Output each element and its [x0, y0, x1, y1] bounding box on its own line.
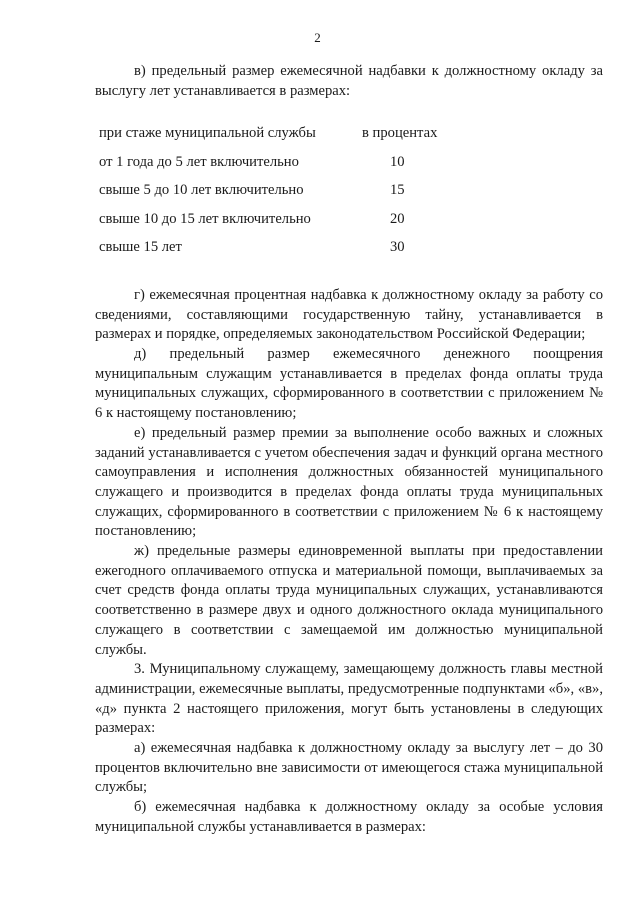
table-cell-period: свыше 10 до 15 лет включительно	[99, 210, 311, 227]
paragraph-3: 3. Муниципальному служащему, замещающему должность главы местной администрации, ежемесячные выплаты, предусмотренные подпунктами «б», «в», «д» пункта 2 настоящего приложения, могут быть установлены в следующих размерах:	[95, 661, 603, 737]
table-cell-period: свыше 5 до 10 лет включительно	[99, 182, 304, 199]
table-row	[99, 181, 603, 210]
table-cell-period: от 1 года до 5 лет включительно	[99, 153, 299, 170]
table-header-percent: в процентах	[362, 125, 438, 142]
paragraph-g: г) ежемесячная процентная надбавка к должностному окладу за работу со сведениями, составляющими государственную тайну, устанавливается в размерах и порядке, определяемых законодательством Российской Федерации;	[95, 286, 603, 343]
paragraph-zh: ж) предельные размеры единовременной выплаты при предоставлении ежегодного оплачиваемого отпуска и материальной помощи, выплачиваемых за счет средств фонда оплаты труда муниципальных служащих, устанавливаются соответственно в размере двух и одного должностного оклада муниципального служащего в соответствии с замещаемой им должностью муниципальной службы.	[95, 543, 603, 658]
document-body	[95, 62, 603, 838]
page-number: 2	[314, 30, 321, 45]
paragraph-3b: б) ежемесячная надбавка к должностному окладу за особые условия муниципальной службы устанавливается в размерах:	[95, 799, 603, 835]
table-cell-percent: 15	[390, 182, 405, 199]
table-header-service: при стаже муниципальной службы	[99, 125, 316, 142]
seniority-table	[99, 124, 603, 267]
paragraph-e: е) предельный размер премии за выполнение особо важных и сложных заданий устанавливается с учетом обеспечения задач и функций органа местного самоуправления и исполнения должностных обязанностей муниципального служащего и производится в пределах фонда оплаты труда муниципальных служащих, сформированного в соответствии с приложением № 6 к настоящему постановлению;	[95, 424, 603, 540]
table-cell-percent: 30	[390, 239, 405, 256]
table-cell-period: свыше 15 лет	[99, 239, 182, 256]
table-row	[99, 210, 603, 239]
table-cell-percent: 20	[390, 210, 405, 227]
table-row	[99, 238, 603, 267]
table-row	[99, 153, 603, 182]
table-cell-percent: 10	[390, 153, 405, 170]
paragraph-v: в) предельный размер ежемесячной надбавки к должностному окладу за выслугу лет устанавливается в размерах:	[95, 63, 603, 99]
paragraph-3a: а) ежемесячная надбавка к должностному окладу за выслугу лет – до 30 процентов включительно вне зависимости от имеющегося стажа муниципальной службы;	[95, 740, 603, 796]
paragraph-d: д) предельный размер ежемесячного денежного поощрения муниципальным служащим устанавливается в пределах фонда оплаты труда муниципальных служащих, сформированного в соответствии с приложением № 6 к настоящему постановлению;	[95, 346, 603, 422]
table-header-row	[99, 124, 603, 153]
